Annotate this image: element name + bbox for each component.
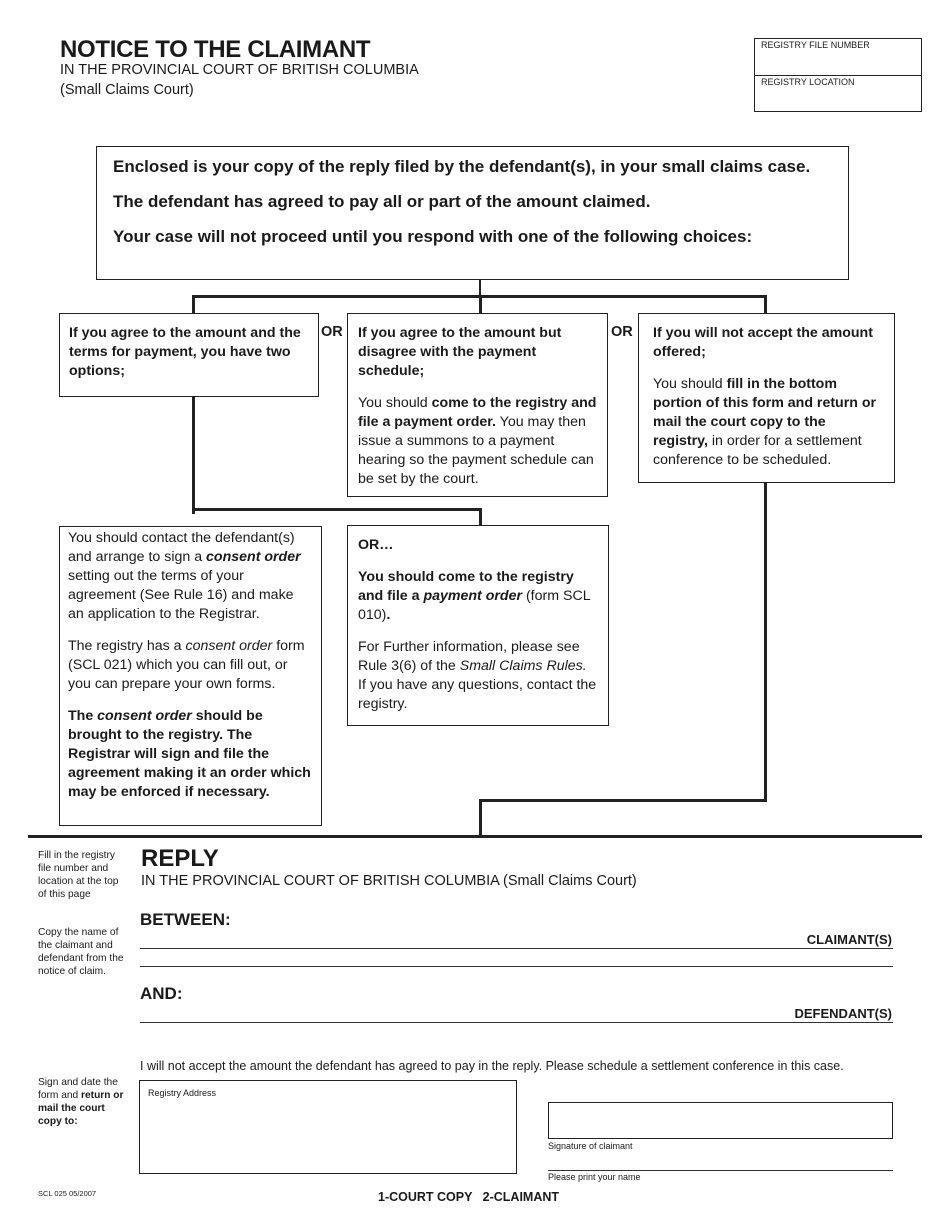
registry-location-label: REGISTRY LOCATION (761, 77, 855, 87)
signature-label: Signature of claimant (548, 1141, 633, 1151)
option-reject-box (638, 313, 895, 483)
side-note-sign: Sign and date the form and return or mail the court copy to: (38, 1077, 124, 1127)
signature-field[interactable] (548, 1102, 893, 1139)
option-disagree-heading: If you agree to the amount but disagree with the payment schedule; (358, 325, 562, 379)
option-disagree-schedule-box (347, 313, 608, 497)
payment-order-p2: For Further information, please see Rule 3(6) of the Small Claims Rules. If you have any questions, contact the registry. (358, 639, 597, 712)
connector-line (192, 295, 195, 314)
option-reject-body: You should fill in the bottom portion of this form and return or mail the court copy to the registry, in order for a settlement conference to be scheduled. (653, 376, 877, 468)
or-label: OR (611, 324, 633, 340)
registry-location-field[interactable] (755, 75, 921, 111)
print-name-label: Please print your name (548, 1172, 641, 1182)
intro-line-2: The defendant has agreed to pay all or part of the amount claimed. (113, 192, 651, 211)
reply-title: REPLY (141, 845, 219, 872)
side-note-registry: Fill in the registry file number and location at the top of this page (38, 850, 119, 900)
option-reject-heading: If you will not accept the amount offered; (653, 325, 873, 360)
court-division: (Small Claims Court) (60, 82, 194, 98)
form-title: NOTICE TO THE CLAIMANT (60, 36, 371, 63)
connector-line (192, 396, 195, 514)
reply-court: IN THE PROVINCIAL COURT OF BRITISH COLUMBIA (Small Claims Court) (141, 873, 637, 889)
court-name: IN THE PROVINCIAL COURT OF BRITISH COLUMBIA (60, 62, 419, 78)
registry-address-box[interactable] (139, 1080, 517, 1174)
section-divider (28, 835, 922, 838)
connector-line (479, 508, 482, 526)
payment-order-or: OR… (358, 537, 394, 553)
registry-file-number-label: REGISTRY FILE NUMBER (761, 40, 870, 50)
registry-file-number-field[interactable] (755, 39, 921, 75)
registry-address-label: Registry Address (148, 1088, 217, 1098)
intro-line-1: Enclosed is your copy of the reply filed by the defendant(s), in your small claims case. (113, 157, 811, 176)
connector-line (479, 295, 482, 314)
claimant-line[interactable] (140, 948, 893, 949)
consent-order-box (59, 526, 322, 826)
option-agree-box (59, 313, 319, 397)
defendant-line[interactable] (140, 1022, 893, 1023)
payment-order-p1: You should come to the registry and file a payment order (form SCL 010). (358, 569, 591, 623)
intro-box (96, 146, 849, 280)
connector-line (479, 799, 767, 802)
form-code: SCL 025 05/2007 (38, 1189, 97, 1198)
copy-distribution: 1-COURT COPY 2-CLAIMANT (378, 1190, 560, 1204)
option-agree-text: If you agree to the amount and the terms for payment, you have two options; (69, 325, 301, 379)
intro-line-3: Your case will not proceed until you respond with one of the following choices: (113, 227, 753, 246)
consent-order-p1: You should contact the defendant(s) and arrange to sign a consent order setting out the terms of your agreement (See Rule 16) and make an application to the Registrar. (68, 530, 301, 622)
print-name-field[interactable] (548, 1170, 893, 1171)
claimant-line-2[interactable] (140, 966, 893, 967)
option-disagree-body: You should come to the registry and file a payment order. You may then issue a summons to a payment hearing so the payment schedule can be set by the court. (358, 395, 597, 487)
settlement-statement: I will not accept the amount the defendant has agreed to pay in the reply. Please schedule a settlement conference in this case. (140, 1059, 844, 1073)
connector-line (192, 508, 482, 511)
consent-order-p2: The registry has a consent order form (SCL 021) which you can fill out, or you can prepare your own forms. (68, 638, 305, 692)
connector-line (764, 295, 767, 314)
between-label: BETWEEN: (140, 910, 231, 929)
defendants-label: DEFENDANT(S) (794, 1006, 892, 1021)
and-label: AND: (140, 984, 183, 1003)
registry-box (754, 38, 922, 112)
payment-order-box (347, 525, 609, 726)
claimants-label: CLAIMANT(S) (806, 932, 892, 947)
connector-line (764, 482, 767, 801)
consent-order-p3: The consent order should be brought to the registry. The Registrar will sign and file the agreement making it an order which may be enforced if necessary. (68, 708, 311, 800)
side-note-names: Copy the name of the claimant and defendant from the notice of claim. (38, 927, 124, 977)
connector-line (479, 799, 482, 836)
or-label: OR (321, 324, 343, 340)
